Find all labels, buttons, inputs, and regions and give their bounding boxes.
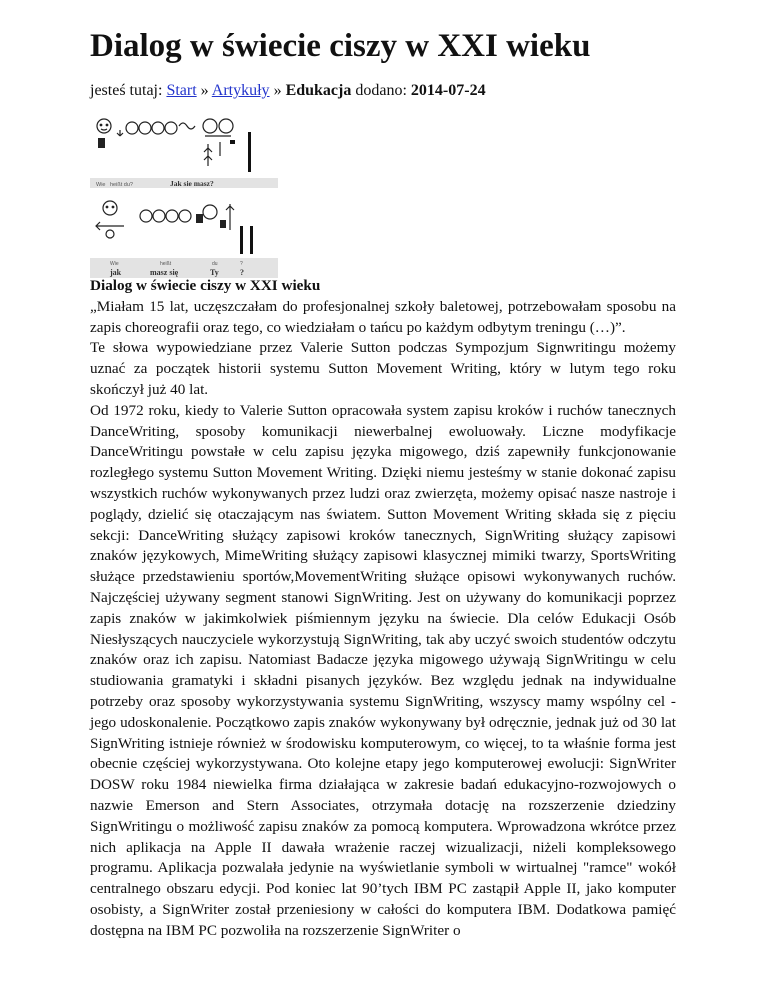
- breadcrumb-separator: »: [273, 82, 282, 99]
- strip-label: heißt du?: [110, 182, 133, 188]
- strip-label: Wie: [110, 261, 119, 267]
- strip-label: Wie: [96, 182, 106, 188]
- strip-label: masz się: [150, 268, 179, 277]
- breadcrumb-current: Edukacja: [285, 82, 352, 99]
- strip-label: du: [212, 261, 218, 267]
- date-label: dodano:: [355, 82, 407, 99]
- breadcrumb-link-articles[interactable]: Artykuły: [211, 82, 270, 99]
- strip-label: jak: [110, 268, 122, 277]
- article-paragraph: „Miałam 15 lat, uczęszczałam do profesjonalnej szkoły baletowej, potrzebowałam sposobu na zapis choreografii oraz tego, co wiedziałam o tańcu po każdym odbytym treningu (…)”.: [90, 297, 676, 336]
- signwriting-image: [90, 108, 278, 278]
- date-value: 2014-07-24: [410, 82, 486, 99]
- breadcrumb-separator: »: [200, 82, 209, 99]
- strip-label: heißt: [160, 261, 172, 267]
- article-body: [90, 276, 676, 942]
- strip-label: Jak sie masz?: [170, 179, 214, 188]
- breadcrumb-prefix: jesteś tutaj:: [90, 82, 163, 99]
- strip-label: ?: [240, 268, 244, 277]
- strip-label: ?: [240, 261, 243, 267]
- article-paragraph: Od 1972 roku, kiedy to Valerie Sutton opracowała system zapisu kroków i ruchów tanecznych DanceWriting, sposoby komunikacji niewerbalnej ewoluowały. Liczne modyfikacje DanceWritingu powstałe w celu zapisu języka migowego, dziś zapewniły funkcjonowanie rozległego systemu Sutton Movement Writing. Dzięki niemu jesteśmy w stanie dokonać zapisu wszystkich ruchów wykonywanych przez ludzi oraz zwierzęta, możemy opisać nasze nastroje i poglądy, dzielić się otaczającym nas światem. Sutton Movement Writing składa się z pięciu sekcji: DanceWriting służący zapisowi kroków tanecznych, SignWriting służący zapisowi znaków językowych, MimeWriting służący zapisowi klasycznej mimiki twarzy, SportsWriting służące przedstawieniu sportów,MovementWriting służące opisowi wykonywanych ruchów. Najczęściej używany segment stanowi SignWriting. Jest on używany do komunikacji poprzez zapis znaków w jakimkolwiek piśmiennym języku na świecie. Dla celów Edukacji Osób Niesłyszących nauczyciele wykorzystują SignWriting, tak aby uczyć swoich studentów odczytu znaków oraz ich zapisu. Natomiast Badacze języka migowego używają SignWritingu w celu studiowania gramatyki i składni pisanych języków. Bez względu jednak na indywidualne potrzeby oraz sposoby wykorzystywania systemu SignWriting, wszyscy mamy wspólny cel - jego udoskonalenie. Początkowo zapis znaków wykonywany był odręcznie, jednak już od 30 lat SignWriting istnieje również w środowisku komputerowym, co więcej, to ta właśnie forma jest obecnie częściej wykorzystywana. Oto kolejne etapy jego komputerowej ewolucji: SignWriter DOSW roku 1984 niewielka firma działająca w zakresie badań edukacyjno-rozwojowych o nazwie Emerson and Stern Associates, otrzymała dotację na rozszerzenie dziedziny SignWritingu o możliwość zapisu znaków za pomocą komputera. Wprowadzona wkrótce przez nich aplikacja na Apple II dawała wrażenie raczej wizualizacji, niżeli kompleksowego programu. Aplikacja pozwalała jedynie na wyświetlanie symboli w wirtualnej "ramce" wokół centralnego obszaru edycji. Pod koniec lat 90’tych IBM PC zastąpił Apple II, jako komputer osobisty, a SignWriter został przeniesiony w całości do komputera IBM. Dodatkowa pamięć dostępna na IBM PC pozwoliła na rozszerzenie SignWriter o: [90, 401, 676, 939]
- breadcrumb-link-start[interactable]: Start: [166, 82, 197, 99]
- signwriting-illustration: [90, 108, 278, 278]
- breadcrumb: [90, 82, 486, 100]
- article-paragraph: Te słowa wypowiedziane przez Valerie Sutton podczas Sympozjum Signwritingu możemy uznać za początek historii systemu Sutton Movement Writing, który w lutym tego roku skończył już 40 lat.: [90, 339, 676, 398]
- page-title: Dialog w świecie ciszy w XXI wieku: [90, 28, 591, 64]
- article-heading: Dialog w świecie ciszy w XXI wieku: [90, 277, 321, 294]
- strip-label: Ty: [210, 268, 219, 277]
